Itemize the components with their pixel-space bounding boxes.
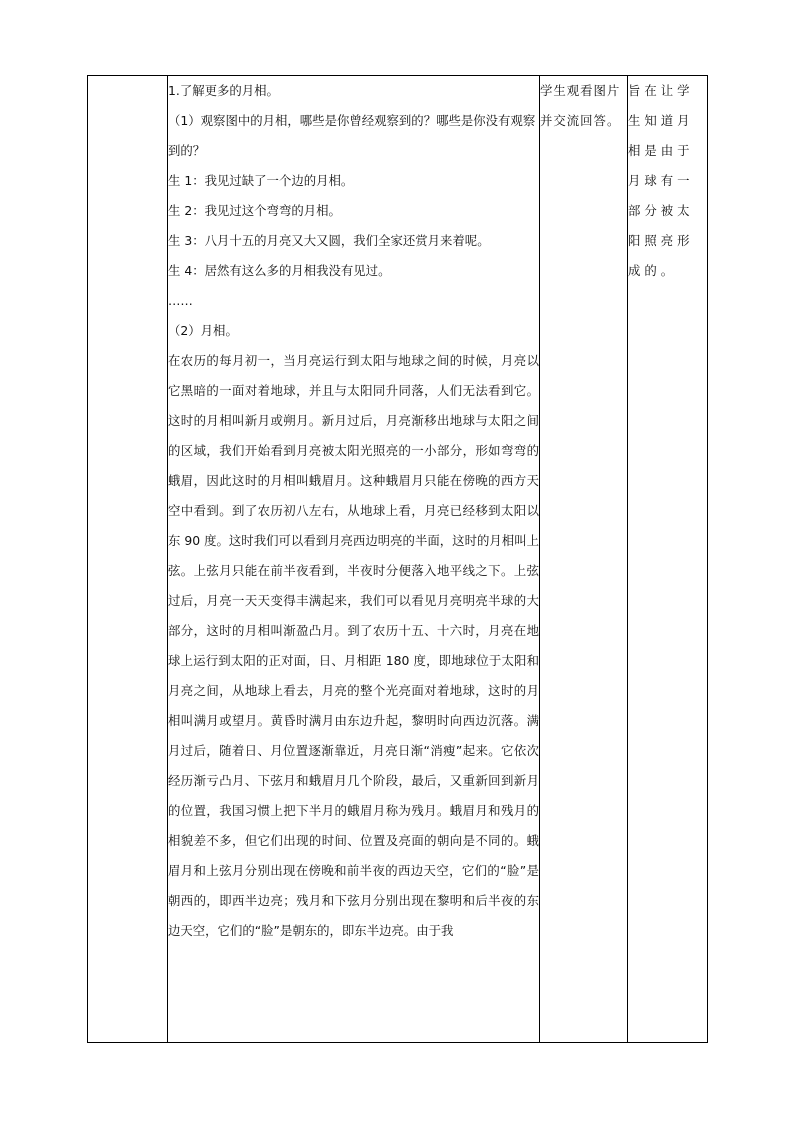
design-purpose-cell: 旨在让学生知道月相是由于月球有一部分被太阳照亮形成的。 — [628, 76, 708, 1043]
lesson-plan-table — [87, 75, 708, 1043]
teaching-content-cell — [168, 76, 540, 1043]
question-2: （2）月相。 — [168, 323, 238, 338]
moon-phase-explanation: 在农历的每月初一，当月亮运行到太阳与地球之间的时候，月亮以它黑暗的一面对着地球，并且与太阳同升同落，人们无法看到它。这时的月相叫新月或朔月。新月过后，月亮渐移出地球与太阳之间的区域，我们开始看到月亮被太阳光照亮的一小部分，形如弯弯的蛾眉，因此这时的月相叫蛾眉月。这种蛾眉月只能在傍晚的西方天空中看到。到了农历初八左右，从地球上看，月亮已经移到太阳以东 90 度。这时我们可以看到月亮西边明亮的半面，这时的月相叫上弦。上弦月只能在前半夜看到，半夜时分便落入地平线之下。上弦过后，月亮一天天变得丰满起来，我们可以看见月亮明亮半球的大部分，这时的月相叫渐盈凸月。到了农历十五、十六时，月亮在地球上运行到太阳的正对面，日、月相距 180 度，即地球位于太阳和月亮之间，从地球上看去，月亮的整个光亮面对着地球，这时的月相叫满月或望月。黄昏时满月由东边升起，黎明时向西边沉落。满月过后，随着日、月位置逐渐靠近，月亮日渐“消瘦”起来。它依次经历渐亏凸月、下弦月和蛾眉月几个阶段，最后，又重新回到新月的位置，我国习惯上把下半月的蛾眉月称为残月。蛾眉月和残月的相貌差不多，但它们出现的时间、位置及亮面的朝向是不同的。蛾眉月和上弦月分别出现在傍晚和前半夜的西边天空，它们的“脸”是朝西的，即西半边亮；残月和下弦月分别出现在黎明和后半夜的东边天空，它们的“脸”是朝东的，即东半边亮。由于我 — [168, 353, 539, 938]
student-answer-3: 生 3：八月十五的月亮又大又圆，我们全家还赏月来着呢。 — [168, 233, 490, 248]
ellipsis: …… — [168, 293, 193, 308]
student-activity-cell: 学生观看图片并交流回答。 — [540, 76, 628, 1043]
section-heading: 1.了解更多的月相。 — [168, 83, 279, 98]
student-answer-1: 生 1：我见过缺了一个边的月相。 — [168, 173, 354, 188]
student-answer-4: 生 4：居然有这么多的月相我没有见过。 — [168, 263, 391, 278]
question-1: （1）观察图中的月相，哪些是你曾经观察到的？哪些是你没有观察到的？ — [168, 113, 536, 158]
student-answer-2: 生 2：我见过这个弯弯的月相。 — [168, 203, 341, 218]
stage-cell — [88, 76, 168, 1043]
